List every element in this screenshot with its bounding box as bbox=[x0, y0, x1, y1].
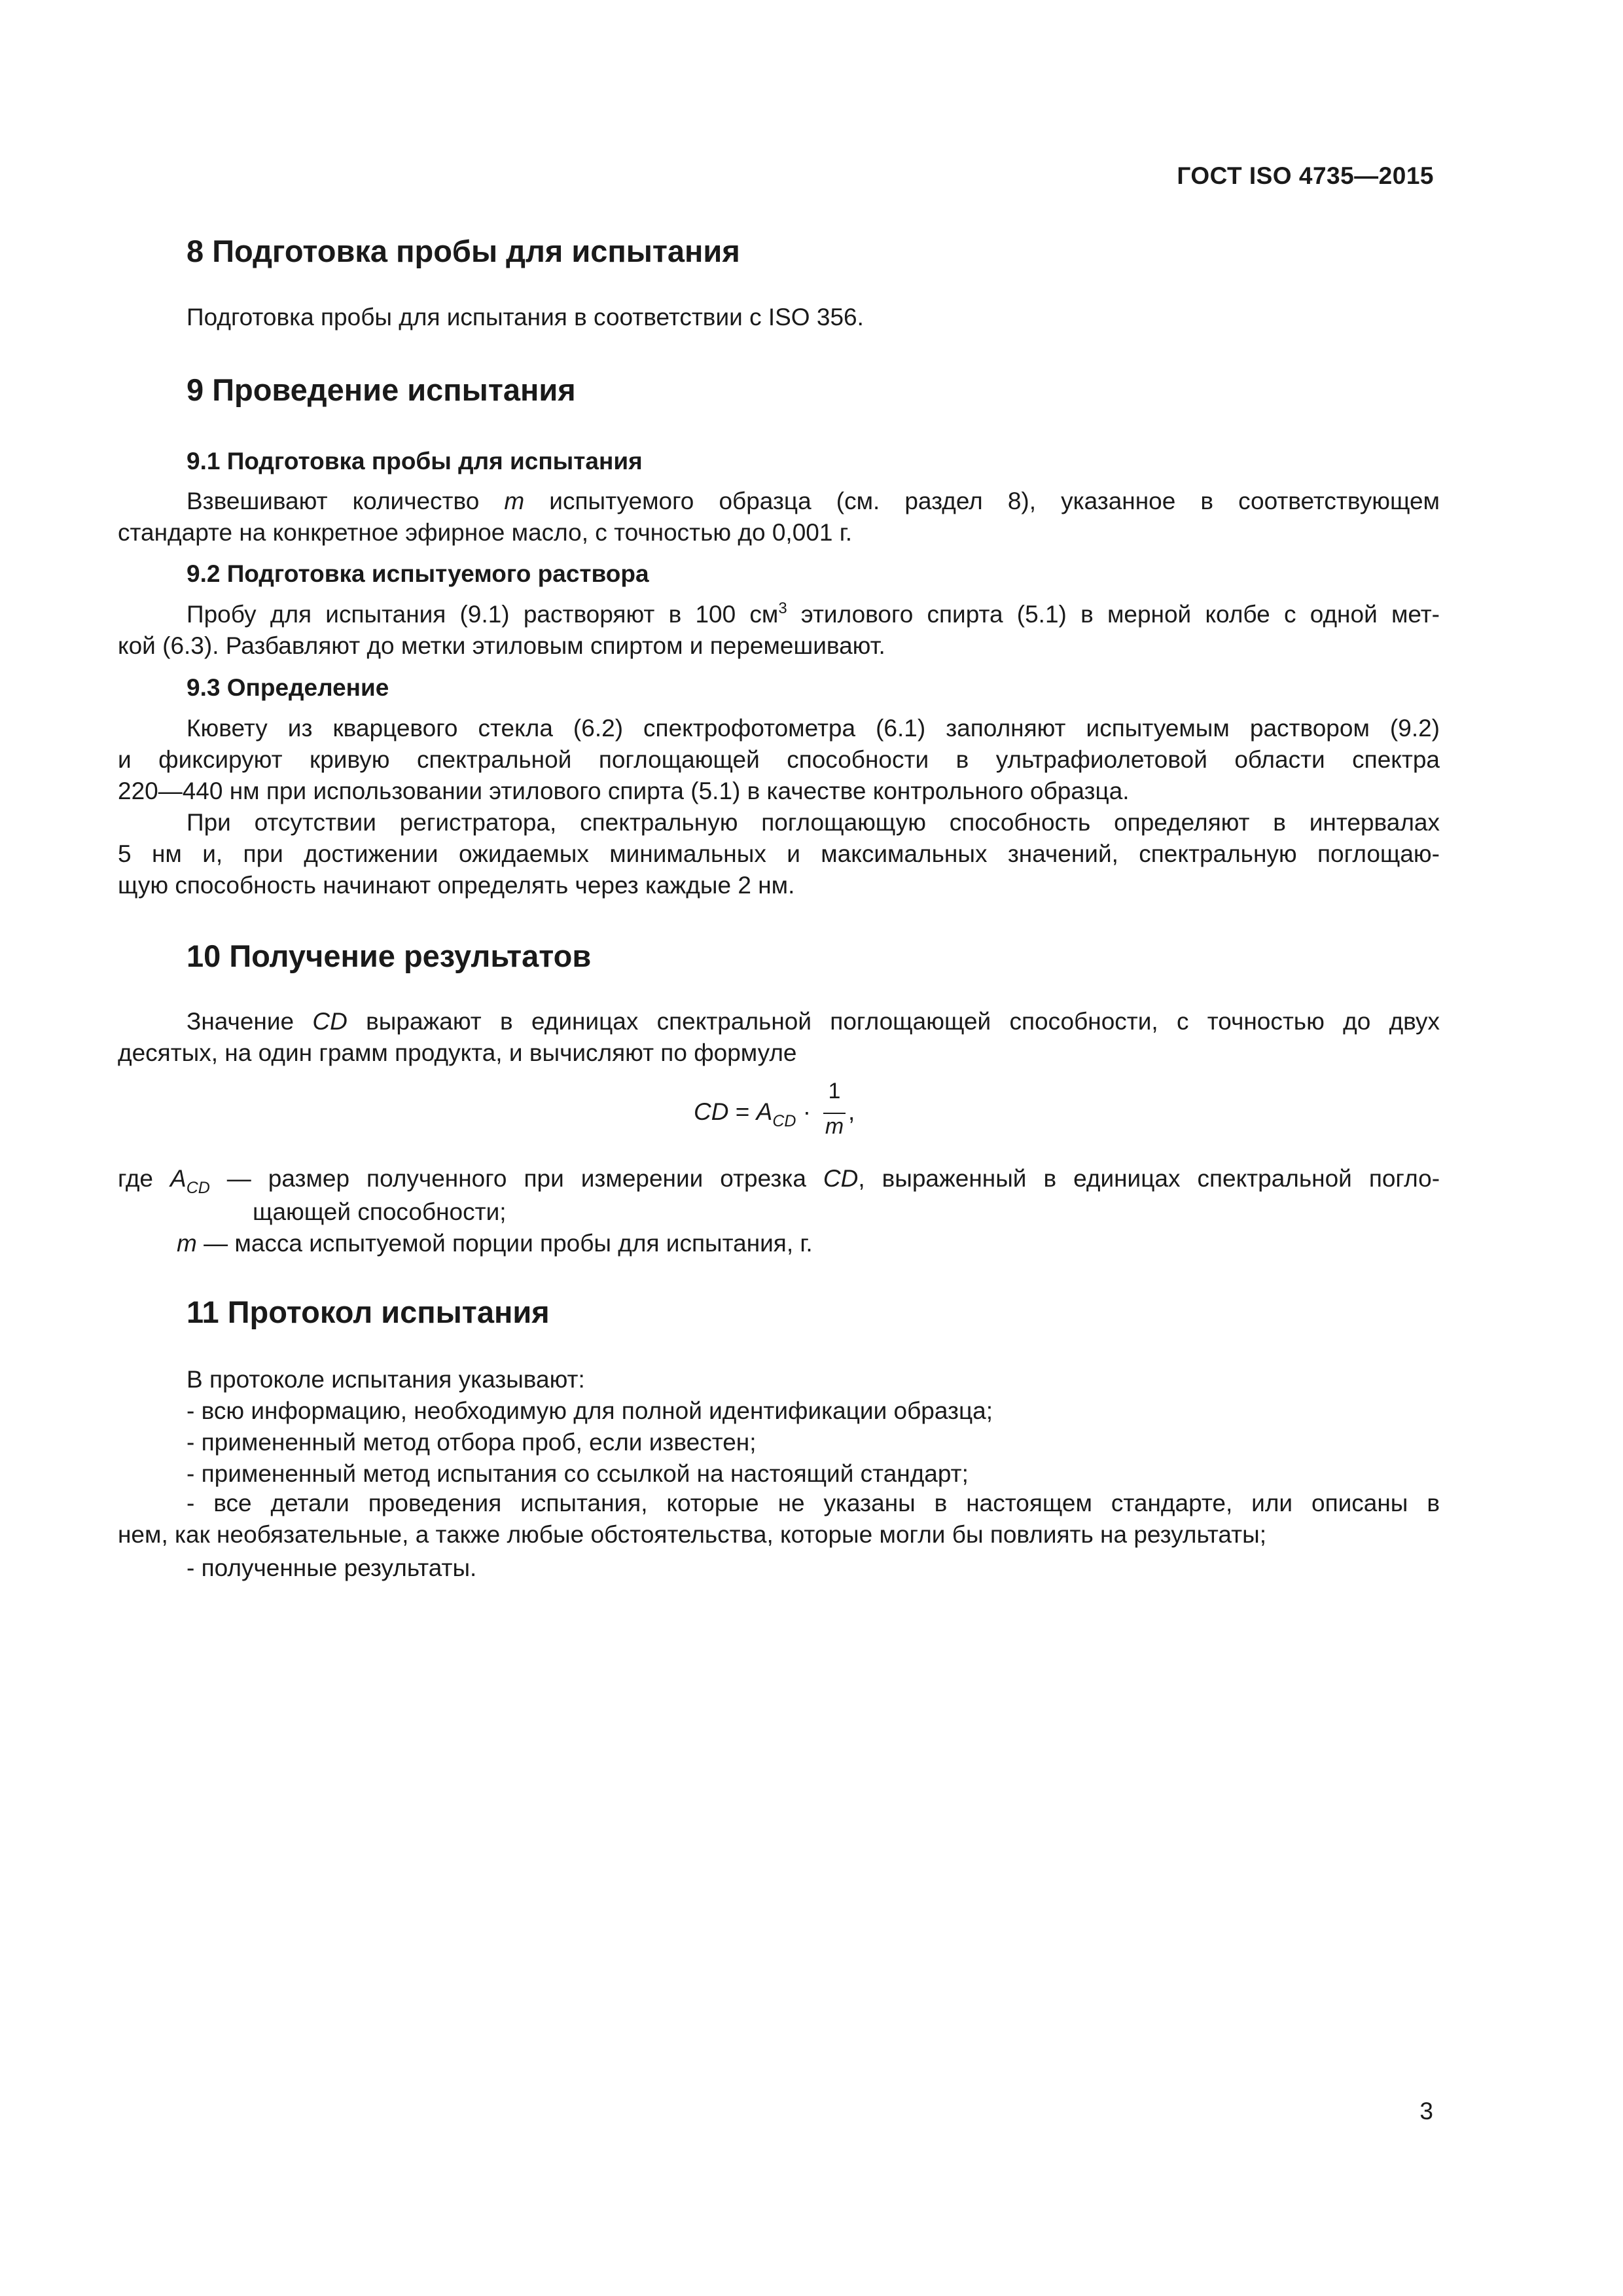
protocol-item-1: - всю информацию, необходимую для полной идентификации образца; bbox=[187, 1397, 993, 1424]
section-11-title: 11 Протокол испытания bbox=[187, 1295, 550, 1329]
protocol-item-2: - примененный метод отбора проб, если известен; bbox=[187, 1429, 757, 1456]
section-8-title: 8 Подготовка пробы для испытания bbox=[187, 234, 740, 268]
section-9-2-line-2: кой (6.3). Разбавляют до метки этиловым спиртом и перемешивают. bbox=[118, 632, 885, 659]
fraction-denominator: m bbox=[825, 1114, 844, 1139]
fraction-numerator: 1 bbox=[828, 1079, 841, 1103]
section-10-line-1: Значение CD выражают в единицах спектральной поглощающей способности, с точностью до двух bbox=[187, 1008, 1440, 1035]
section-9-2-title: 9.2 Подготовка испытуемого раствора bbox=[187, 560, 649, 587]
section-9-1-line-1: Взвешивают количество m испытуемого образца (см. раздел 8), указанное в соответствующем bbox=[187, 488, 1440, 514]
section-10-title: 10 Получение результатов bbox=[187, 939, 592, 973]
standard-designation: ГОСТ ISO 4735—2015 bbox=[1177, 162, 1434, 189]
section-10-line-2: десятых, на один грамм продукта, и вычисляют по формуле bbox=[118, 1039, 797, 1066]
section-9-1-line-2: стандарте на конкретное эфирное масло, с точностью до 0,001 г. bbox=[118, 519, 852, 546]
section-9-3-p1-line-3: 220—440 нм при использовании этилового спирта (5.1) в качестве контрольного образца. bbox=[118, 778, 1130, 804]
protocol-item-4-line-1: - все детали проведения испытания, которые не указаны в настоящем стандарте, или описаны в bbox=[187, 1490, 1440, 1516]
protocol-item-4-line-2: нем, как необязательные, а также любые обстоятельства, которые могли бы повлиять на результаты; bbox=[118, 1521, 1266, 1548]
section-9-3-p1-line-1: Кювету из кварцевого стекла (6.2) спектрофотометра (6.1) заполняют испытуемым раствором (9.2) bbox=[187, 715, 1440, 742]
section-9-1-title: 9.1 Подготовка пробы для испытания bbox=[187, 448, 643, 475]
section-9-3-p2-line-2: 5 нм и, при достижении ожидаемых минимальных и максимальных значений, спектральную поглощаю- bbox=[118, 840, 1440, 867]
where-acd-line-1: где $A_{CD}$ — размер полученного при измерении отрезка CD, выраженный в единицах спектральной погло- bbox=[118, 1165, 1440, 1197]
section-9-3-p2-line-3: щую способность начинают определять через каждые 2 нм. bbox=[118, 872, 795, 899]
section-9-2-line-1: Пробу для испытания (9.1) растворяют в 100 $см^3$ этилового спирта (5.1) в мерной колбе с одной мет- bbox=[187, 600, 1440, 628]
formula-comma: , bbox=[848, 1098, 855, 1125]
where-acd-line-2: щающей способности; bbox=[253, 1198, 507, 1225]
protocol-item-5: - полученные результаты. bbox=[187, 1554, 477, 1581]
section-9-3-p2-line-1: При отсутствии регистратора, спектральную поглощающую способность определяют в интервалах bbox=[187, 809, 1440, 836]
page-number: 3 bbox=[1419, 2098, 1433, 2125]
where-m-line: m — масса испытуемой порции пробы для испытания, г. bbox=[177, 1230, 813, 1257]
cd-formula bbox=[694, 1079, 903, 1151]
protocol-item-3: - примененный метод испытания со ссылкой на настоящий стандарт; bbox=[187, 1460, 969, 1487]
section-9-3-title: 9.3 Определение bbox=[187, 674, 389, 701]
formula-lhs: CD = $A_{CD}$ · bbox=[694, 1098, 812, 1130]
section-8-text: Подготовка пробы для испытания в соответствии с ISO 356. bbox=[187, 304, 864, 331]
variable-m: m bbox=[504, 488, 525, 514]
section-9-3-p1-line-2: и фиксируют кривую спектральной поглощающей способности в ультрафиолетовой области спектра bbox=[118, 746, 1440, 773]
section-9-title: 9 Проведение испытания bbox=[187, 372, 576, 407]
protocol-intro: В протоколе испытания указывают: bbox=[187, 1366, 585, 1393]
